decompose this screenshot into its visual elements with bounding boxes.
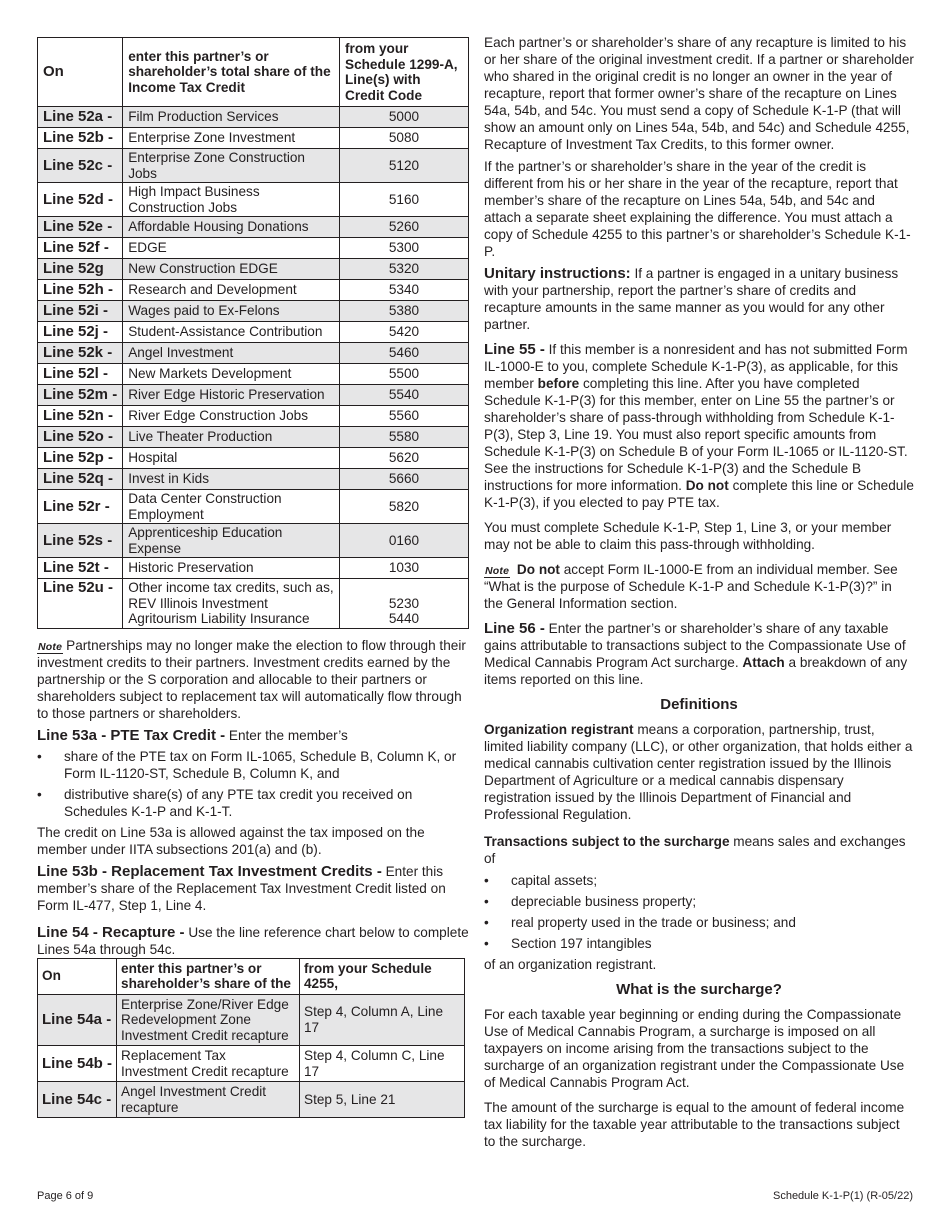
right-column (484, 34, 914, 1155)
table-row (38, 524, 469, 558)
line-label: Line 52t - (38, 558, 123, 579)
credit-code: 5340 (340, 280, 469, 301)
line-label: Line 52f - (38, 238, 123, 259)
bullet-text: share of the PTE tax on Form IL-1065, Schedule B, Column K, or Form IL-1120-ST, Schedule B, Column K, and (64, 748, 457, 781)
line-label: Line 54a - (38, 994, 117, 1046)
note-paragraph-right (484, 561, 914, 612)
bullet-text: real property used in the trade or business; and (511, 915, 796, 930)
trans-list (484, 872, 914, 952)
credit-desc: EDGE (123, 238, 340, 259)
line-label: Line 52i - (38, 301, 123, 322)
note-bold: Do not (516, 562, 560, 577)
table-row (38, 406, 469, 427)
header-ref: from your Schedule 4255, (300, 958, 465, 994)
left-column (37, 37, 469, 1118)
line56-text-b: a breakdown of any items reported on this line. (484, 655, 908, 687)
note-text: Partnerships may no longer make the election to flow through their investment credits to their partners. Investment credits earned by the partnership or the S corporation and allocable to their partners or shareholders subject to replacement tax will automatically flow through to those partners or shareholders. (37, 637, 466, 721)
recapture-paragraph-2: If the partner’s or shareholder’s share in the year of the credit is different from his or her share in the year of the recapture, report that member’s share of the recapture on Lines 54a, 54b, and 54c and attach a separate sheet explaining the difference. You must attach a copy of Schedule 4255 to this partner’s or shareholder’s Schedule K-1-P. (484, 159, 911, 259)
table-row (38, 149, 469, 183)
org-term: Organization registrant (484, 722, 634, 737)
table-row (38, 183, 469, 217)
table-row (38, 448, 469, 469)
credit-desc: Live Theater Production (123, 427, 340, 448)
line56-paragraph (484, 620, 914, 688)
unitary-heading: Unitary instructions: (484, 265, 631, 282)
line-label: Line 52c - (38, 149, 123, 183)
table-row (38, 364, 469, 385)
credit-code: 5080 (340, 128, 469, 149)
line-label: Line 52n - (38, 406, 123, 427)
credit-code: 5120 (340, 149, 469, 183)
note-icon: Note (485, 565, 510, 577)
credit-code: 1030 (340, 558, 469, 579)
list-item: • distributive share(s) of any PTE tax credit you received on Schedules K-1-P and K-1-T. (37, 786, 413, 819)
line-label: Line 52r - (38, 490, 123, 524)
desc-line-3: Agritourism Liability Insurance (128, 611, 310, 626)
line-label: Line 52d - (38, 183, 123, 217)
credit-desc: Hospital (123, 448, 340, 469)
code-line-1: 5230 (388, 595, 420, 611)
credit-desc: Invest in Kids (123, 469, 340, 490)
bullet-text: Section 197 intangibles (511, 936, 652, 951)
line-label: Line 52b - (38, 128, 123, 149)
line-label: Line 54b - (38, 1046, 117, 1082)
line55-bold-1: before (537, 376, 580, 391)
unitary-text: If a partner is engaged in a unitary business with your partnership, report the partner’s share of credits and recapture amounts in the same manner as you would for any other partner. (484, 266, 899, 332)
bullet-text: capital assets; (511, 873, 598, 888)
credit-desc: Wages paid to Ex-Felons (123, 301, 340, 322)
line53a-list (37, 748, 469, 820)
surcharge-paragraph-2: The amount of the surcharge is equal to the amount of federal income tax liability for the taxable year attributable to the transactions subject to the surcharge. (484, 1100, 905, 1149)
credit-code: 5820 (340, 490, 469, 524)
credit-desc: New Construction EDGE (123, 259, 340, 280)
line55-paragraph (484, 341, 914, 511)
credit-desc: Research and Development (123, 280, 340, 301)
line56-bold: Attach (742, 655, 785, 670)
note-paragraph (37, 637, 469, 722)
line54-paragraph (37, 924, 469, 958)
credit-desc: Affordable Housing Donations (123, 217, 340, 238)
surcharge-paragraph-1: For each taxable year beginning or ending during the Compassionate Use of Medical Cannabis Program, a surcharge is imposed on all taxpayers on income arising from the transactions subject to the surcharge of an organization registrant under the Compassionate Use of Medical Cannabis Program Act. (484, 1007, 905, 1090)
bullet-text: distributive share(s) of any PTE tax credit you received on Schedules K-1-P and K-1-T. (64, 786, 413, 819)
table-row (38, 490, 469, 524)
line55-text-a: If this member is a nonresident and has not submitted Form IL-1000-E to you, complete Schedule K-1-P(3), as applicable, for this member (484, 342, 908, 391)
table-row (38, 322, 469, 343)
list-item: • capital assets; (484, 873, 598, 888)
trans-definition (484, 833, 914, 867)
trans-after: of an organization registrant. (484, 957, 657, 972)
line-label: Line 52h - (38, 280, 123, 301)
line-label: Line 52g (38, 259, 123, 280)
table-row (38, 1046, 465, 1082)
credit-desc: Film Production Services (123, 107, 340, 128)
line53a-paragraph (37, 727, 469, 744)
table-row (38, 280, 469, 301)
recapture-ref: Step 5, Line 21 (300, 1082, 465, 1118)
table-row (38, 301, 469, 322)
credit-table-header (38, 38, 469, 107)
bullet-text: depreciable business property; (511, 894, 697, 909)
credit-code: 0160 (340, 524, 469, 558)
recapture-paragraph-1: Each partner’s or shareholder’s share of any recapture is limited to his or her share of the original investment credit. If a partner or shareholder who shared in the original credit is no longer an owner in the year of recapture, report that former owner’s share of the recapture on Lines 54a, 54b, and 54c. You must send a copy of Schedule K-1-P (that will show an amount only on Lines 54a, 54b, and 54c) and Schedule 4255, Recapture of Investment Tax Credits, to this former owner. (484, 35, 914, 152)
definitions-heading: Definitions (660, 696, 738, 713)
note-text: accept Form IL-1000-E from an individual member. See “What is the purpose of Schedule K-1-P and Schedule K-1-P(3)?” in the General Information section. (484, 562, 898, 611)
line-label: Line 52k - (38, 343, 123, 364)
table-row (38, 385, 469, 406)
credit-desc: New Markets Development (123, 364, 340, 385)
line-label: Line 52s - (38, 524, 123, 558)
recapture-ref: Step 4, Column A, Line 17 (300, 994, 465, 1046)
org-text: means a corporation, partnership, trust, limited liability company (LLC), or other organization, that holds either a medical cannabis cultivation center registration issued by the Illinois Department of Agriculture or a medical cannabis dispensary registration issued by the Illinois Department of Financial and Professional Regulation. (484, 722, 913, 822)
table-row (38, 217, 469, 238)
list-item: • share of the PTE tax on Form IL-1065, Schedule B, Column K, or Form IL-1120-ST, Schedule B, Column K, and (37, 748, 457, 781)
line53b-text: Enter this member’s share of the Replacement Tax Investment Credit listed on Form IL-477, Step 1, Line 4. (37, 863, 446, 913)
credit-code: 5660 (340, 469, 469, 490)
line56-text-a: Enter the partner’s or shareholder’s share of any taxable gains attributable to transactions subject to the Compassionate Use of Medical Cannabis Program Act surcharge. (484, 621, 906, 670)
line-label: Line 52e - (38, 217, 123, 238)
line-label: Line 52a - (38, 107, 123, 128)
table-row (38, 107, 469, 128)
line-label: Line 52m - (38, 385, 123, 406)
line-label: Line 52o - (38, 427, 123, 448)
credit-table (37, 37, 469, 629)
table-row (38, 238, 469, 259)
line53a-after: The credit on Line 53a is allowed against the tax imposed on the member under IITA subsections 201(a) and (b). (37, 824, 425, 857)
line54-heading: Line 54 - Recapture - (37, 923, 185, 941)
table-row (38, 558, 469, 579)
footer-page: Page 6 of 9 (37, 1190, 94, 1202)
line53a-intro: Enter the member’s (228, 727, 348, 743)
line55-text-b: completing this line. After you have completed Schedule K-1-P(3) for this member, enter on Line 55 the partner’s or shareholder’s share of pass-through withholding from Schedule K-1-P(3), Step 3, Line 19. You must also report specific amounts from Schedule K-1-P(3) on Schedule B of your Form IL-1065 or IL-1120-ST. See the instructions for Schedule K-1-P(3) and the Schedule B instructions for more information. (484, 376, 908, 493)
line-label: Line 54c - (38, 1082, 117, 1118)
credit-code: 5000 (340, 107, 469, 128)
credit-desc: Angel Investment (123, 343, 340, 364)
recapture-desc: Angel Investment Credit recapture (117, 1082, 300, 1118)
table-row (38, 469, 469, 490)
credit-desc: Student-Assistance Contribution (123, 322, 340, 343)
list-item: • depreciable business property; (484, 894, 697, 909)
header-on: On (38, 958, 117, 994)
must-paragraph: You must complete Schedule K-1-P, Step 1, Line 3, or your member may not be able to claim this pass-through withholding. (484, 520, 892, 552)
line-label: Line 52q - (38, 469, 123, 490)
desc-line-2: REV Illinois Investment (128, 595, 268, 611)
line56-heading: Line 56 - (484, 620, 545, 637)
surcharge-heading: What is the surcharge? (616, 981, 782, 998)
line-label: Line 52u - (38, 579, 123, 629)
line-label: Line 52p - (38, 448, 123, 469)
credit-code (340, 579, 469, 629)
credit-code: 5160 (340, 183, 469, 217)
credit-desc: Apprenticeship Education Expense (123, 524, 340, 558)
recapture-table (37, 958, 465, 1119)
credit-desc: River Edge Historic Preservation (123, 385, 340, 406)
recapture-ref: Step 4, Column C, Line 17 (300, 1046, 465, 1082)
credit-code: 5380 (340, 301, 469, 322)
line-label: Line 52j - (38, 322, 123, 343)
line54-text: Use the line reference chart below to complete Lines 54a through 54c. (37, 924, 469, 957)
org-definition (484, 721, 914, 823)
list-item: • Section 197 intangibles (484, 936, 652, 951)
table-row (38, 427, 469, 448)
credit-code: 5560 (340, 406, 469, 427)
table-row-52u (38, 579, 469, 629)
credit-desc: Data Center Construction Employment (123, 490, 340, 524)
credit-code: 5580 (340, 427, 469, 448)
line53b-heading: Line 53b - Replacement Tax Investment Credits - (37, 862, 382, 880)
credit-desc: River Edge Construction Jobs (123, 406, 340, 427)
line53b-paragraph (37, 863, 469, 914)
desc-line-1: Other income tax credits, such as, (128, 580, 334, 595)
header-desc: enter this partner’s or shareholder’s share of the (117, 958, 300, 994)
table-row (38, 994, 465, 1046)
recapture-desc: Replacement Tax Investment Credit recapture (117, 1046, 300, 1082)
header-on: On (38, 38, 123, 107)
credit-code: 5420 (340, 322, 469, 343)
credit-desc (123, 579, 340, 629)
line55-bold-2: Do not (685, 478, 729, 493)
table-row (38, 1082, 465, 1118)
header-code: from your Schedule 1299-A, Line(s) with Credit Code (340, 38, 469, 107)
line55-heading: Line 55 - (484, 341, 545, 358)
recapture-desc: Enterprise Zone/River Edge Redevelopment Zone Investment Credit recapture (117, 994, 300, 1046)
credit-desc: Enterprise Zone Investment (123, 128, 340, 149)
table-row (38, 259, 469, 280)
credit-desc: Historic Preservation (123, 558, 340, 579)
code-line-2: 5440 (388, 611, 420, 626)
trans-text: means sales and exchanges of (484, 834, 906, 866)
line55-text-c: complete this line or Schedule K-1-P(3), if you elected to pay PTE tax. (484, 478, 914, 510)
table-row (38, 343, 469, 364)
credit-desc: High Impact Business Construction Jobs (123, 183, 340, 217)
credit-code: 5540 (340, 385, 469, 406)
line53a-heading: Line 53a - PTE Tax Credit - (37, 726, 226, 744)
line-label: Line 52l - (38, 364, 123, 385)
footer-form: Schedule K-1-P(1) (R-05/22) (772, 1190, 913, 1202)
credit-desc: Enterprise Zone Construction Jobs (123, 149, 340, 183)
credit-code: 5620 (340, 448, 469, 469)
unitary-paragraph (484, 265, 914, 333)
credit-code: 5300 (340, 238, 469, 259)
recapture-table-header (38, 958, 465, 994)
trans-term: Transactions subject to the surcharge (484, 834, 730, 849)
credit-code: 5320 (340, 259, 469, 280)
note-icon: Note (38, 640, 63, 653)
credit-code: 5460 (340, 343, 469, 364)
list-item: • real property used in the trade or business; and (484, 915, 796, 930)
header-desc: enter this partner’s or shareholder’s total share of the Income Tax Credit (123, 38, 340, 107)
credit-code: 5260 (340, 217, 469, 238)
table-row (38, 128, 469, 149)
credit-code: 5500 (340, 364, 469, 385)
